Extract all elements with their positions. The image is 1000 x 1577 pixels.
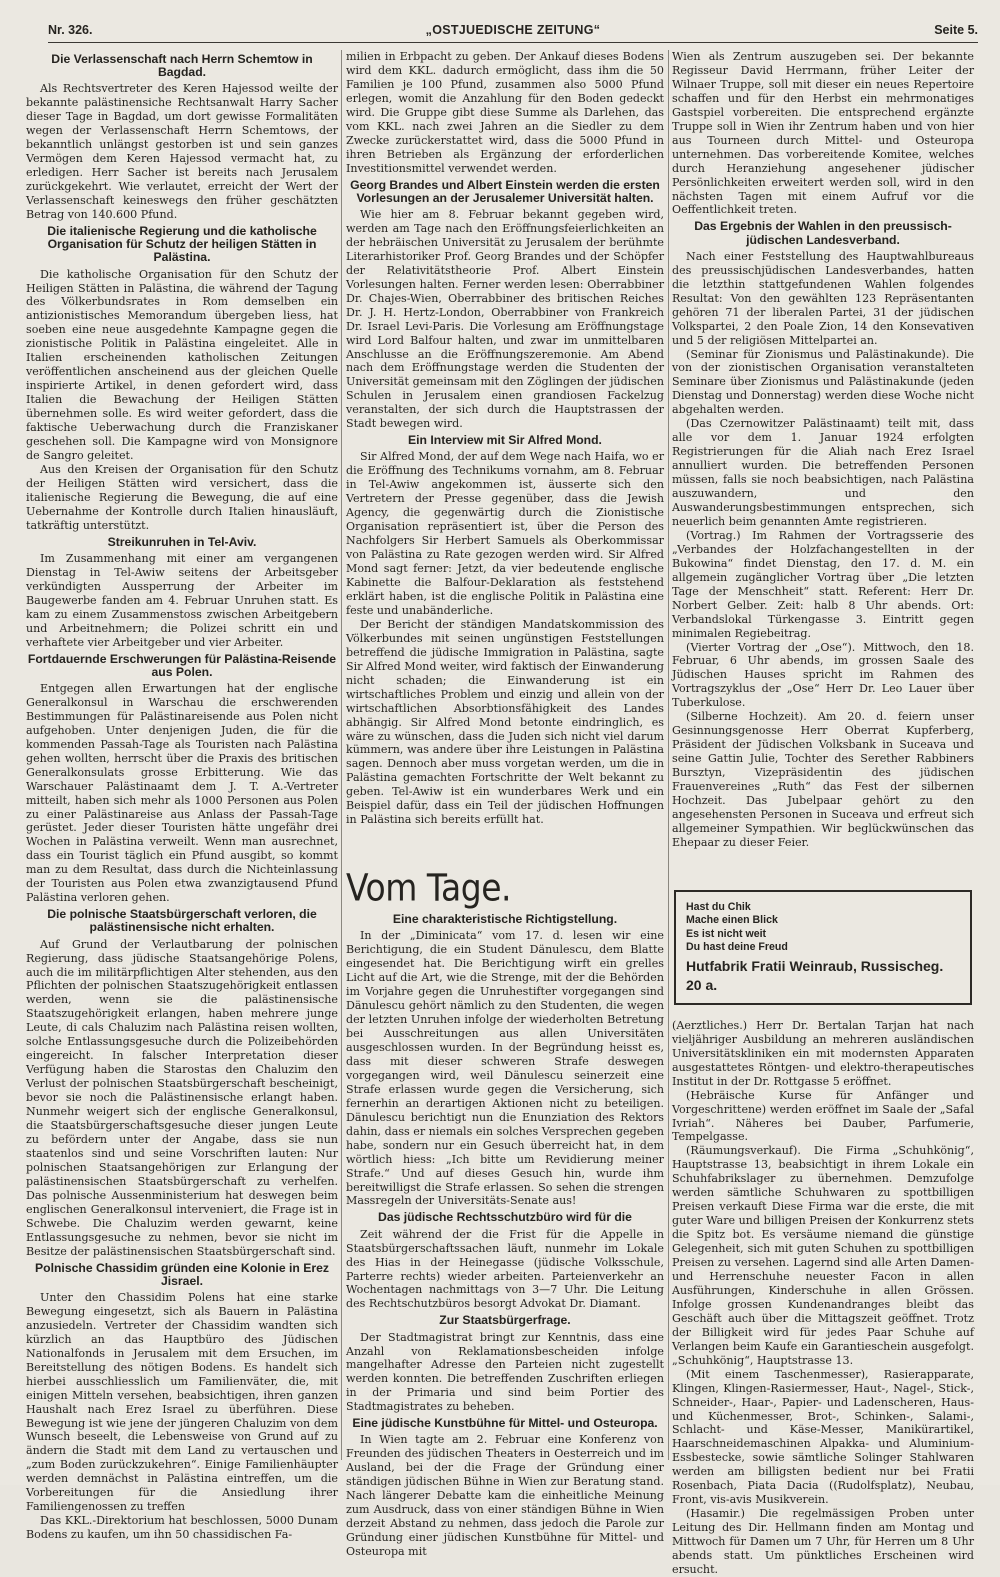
article [26,536,338,650]
article-paragraph: Entgegen allen Erwartungen hat der englische Generalkonsul in Warschau die erschwerenden Bestimmungen für Palästinareisende aus Polen nicht aufgehoben. Unter denjenigen Juden, die für die kommenden Passah-Tage als Touristen nach Palästina gehen wollten, herrscht über die Praxis des britischen Generalkonsulats grosse Erbitterung. Wie das Warschauer Palästinaamt dem J. T. A.-Vertreter mitteilt, haben sich mehr als 1000 Personen aus Polen zu einer Palästinareise aus Anlass der Passah-Tage gerüstet. Jeder dieser Touristen hätte ungefähr drei Wochen in Palästina verweilt. Wenn man ausrechnet, dass ein Tourist täglich ein Pfund ausgibt, so kommt man zu dem Resultat, dass durch die Nichteinlassung der Touristen aus Polen etwa zwanzigtausend Pfund Palästina verloren gehen. [26,681,338,905]
article-title: Georg Brandes und Albert Einstein werden die ersten Vorlesungen an der Jerusalemer Universität halten. [350,177,660,205]
article [346,179,664,432]
article-title: Das jüdische Rechtsschutzbüro wird für die [378,1210,632,1225]
article-paragraph: In Wien tagte am 2. Februar eine Konferenz von Freunden des jüdischen Theaters in Oesterreich und im Ausland, bei der die Frage der Gründung einer ständigen jüdischen Bühne in Wien zur Beratung stand. Nach längerer Debatte kam die einheitliche Meinung zum Ausdruck, dass von einer ständigen Bühne in Wien derzeit Abstand zu nehmen, dass jedoch die Parole zur Gründung einer jüdischen Kunstbühne für Mittel- und Osteuropa mit [346,1433,664,1559]
column-rule [668,50,669,1460]
article [672,50,974,217]
article-title: Das Ergebnis der Wahlen in den preussisch-jüdischen Landesverband. [694,219,952,247]
column-2 [346,50,664,1559]
article-paragraph: Zeit während der die Frist für die Appelle in Staatsbürgerschaftssachen läuft, nunmehr im Lokale des Hias in der Heinegasse (jüdische Volksschule, Parterre rechts) wieder arbeiten. Parteienverkehr an Wochentagen nachmittags von 3—7 Uhr. Die Leitung des Rechtschutzbüros besorgt Advokat Dr. Diamant. [346,1227,664,1311]
article-paragraph: In der „Diminicata“ vom 17. d. lesen wir eine Berichtigung, die ein Student Dänulescu, dem Blatte eingesendet hat. Die Berichtigung wirft ein grelles Licht auf die Art, wie die Strenge, mit der die Behörden im Vorjahre gegen die Unruhestifter vorgegangen sind Dänulescu gehört nämlich zu den Studenten, die wegen der letzten Unruhen infolge der wiederholten Betretung bei Ausschreitungen aus allen Universitäten ausgeschlossen wurden. In der Begründung heisst es, dass mit dieser schweren Strafe deswegen vorgegangen wird, weil Dänulescu seinerzeit eine Strafe erlassen wurde gegen die Versicherung, sich fernerhin an derartigen Aktionen nicht zu beteiligen. Dänulescu berichtigt nun die Enunziation des Rektors dahin, dass er niemals ein solches Versprechen gegeben habe, sondern nur ein Gesuch überreicht hat, in dem wörtlich hiess: „Ich bitte um Revidierung meiner Strafe.“ Und auf dieses Gesuch hin, wurde ihm bereitwilligst die Strafe erlassen. So sehen die strengen Massregeln der Universitäts-Senate aus! [346,929,664,1208]
issue-number: Nr. 326. [48,23,93,37]
column-3-notices [672,1019,974,1577]
ad-line: Mache einen Blick [686,914,778,927]
masthead [48,18,978,43]
article-paragraph: Der Bericht der ständigen Mandatskommission des Völkerbundes mit seinen ungünstigen Feststellungen betreffend die jüdische Immigration in Palästina, sagte Sir Alfred Mond weiter, wird faktisch der Einwanderung nicht schaden; die Einwanderung ist ein wirtschaftliches Problem und einzig und allein von der wirtschaftlichen Absorbtionsfähigkeit des Landes abhängig. Sir Alfred Mond betonte eindringlich, es wäre zu wünschen, dass die Juden sich nicht viel darum kümmern, was andere über ihre Leistungen in Palästina sagen. Dennoch aber muss vorgetan werden, um die in Palästina gemachten Fortschritte der Welt bekannt zu geben. Tel-Awiw ist ein wunderbares Werk und ein Beispiel dafür, dass ein Teil der jüdischen Hoffnungen in Palästina sich bereits erfüllt hat. [346,617,664,827]
article-paragraph: Die katholische Organisation für den Schutz der Heiligen Stätten in Palästina, die während der Tagung des Völkerbundsrates in Rom demselben ein antizionistisches Memorandum übergeben liess, hat soeben eine neue ausgedehnte Kampagne gegen die zionistische Politik in Palästina eingeleitet. Alle in Italien erscheinenden katholischen Zeitungen veröffentlichen anscheinend aus der gleichen Quelle inspirierte Artikel, in denen gefordert wird, dass Italien die Bewachung der Heiligen Stätten übernehmen solle. Es wird weiter gefordert, dass die faktische Ueberwachung durch die Franziskaner geschehen soll. Die Kampagne wird von Monsignore de Sangro geleitet. [26,267,338,462]
article-title: Die polnische Staatsbürgerschaft verloren, die palästinensische nicht erhalten. [47,907,317,935]
ad-line: Hast du Chik [686,900,751,913]
article-title: Eine charakteristische Richtigstellung. [392,912,618,927]
article-title: Fortdauernde Erschwerungen für Palästina-Reisende aus Polen. [27,651,337,679]
newspaper-title: „OSTJUEDISCHE ZEITUNG“ [425,23,601,37]
article-paragraph: Wien als Zentrum auszugeben sei. Der bekannte Regisseur David Herrmann, früher Leiter der Wilnaer Truppe, soll mit dieser ein neues Repertoire schaffen und für den Herbst ein mehrmonatiges Gastspiel vorbereiten. Die entsprechend ergänzte Truppe soll in Wien ihr Zentrum haben und von hier aus Tourneen durch Mittel- und Osteuropa unternehmen. Das vorbereitende Komitee, welches durch Heranziehung angesehener jüdischer Persönlichkeiten erweitert werden soll, wird in den nächsten Tagen mit einem Aufruf vor die Oeffentlichkeit treten. [672,50,974,217]
article [26,53,338,222]
article-paragraph: Unter den Chassidim Polens hat eine starke Bewegung eingesetzt, sich als Bauern in Palästina anzusiedeln. Vertreter der Chassidim wandten sich kürzlich an das Hauptbüro des Jüdischen Nationalfonds in Jerusalem mit dem Ersuchen, im Bereitstellung des nötigen Bodens. Es handelt sich hierbei ausschliesslich um Familienväter, die, mit einigen Mitteln versehen, beabsichtigen, ihren ganzen Haushalt nach Erez Israel zu überführen. Diese Bewegung ist wie jene der jüngeren Chaluzim von dem Wunsch beseelt, die Lebensweise von Grund auf zu ändern die Stadt mit dem Land zu vertauschen und „zum Boden zurückzukehren“. Einige Familienhäupter werden demnächst in Palästina eintreffen, um die Vorbereitungen für die Ansiedlung ihrer Familiengenossen zu treffen [26,1290,338,1514]
article-title: Die italienische Regierung und die katholische Organisation für Schutz der heiligen Stätten in Palästina. [47,223,317,265]
article-paragraph: (Aerztliches.) Herr Dr. Bertalan Tarjan hat nach vieljähriger Ausbildung an mehreren ausländischen Universitätskliniken ein mit modernsten Apparaten ausgestattetes Röntgen- und elektro-therapeutisches Institut in der Dr. Rottgasse 5 eröffnet. [672,1018,974,1088]
column-3 [672,50,974,1576]
article-paragraph: (Vierter Vortrag der „Ose“). Mittwoch, den 18. Februar, 6 Uhr abends, im grossen Saale des Jüdischen Hauses spricht im Rahmen des Vortragszyklus der „Ose“ Herr Dr. Leo Lauer über Tuberkulose. [672,640,974,710]
article-paragraph: Aus den Kreisen der Organisation für den Schutz der Heiligen Stätten wird versichert, dass die italienische Regierung die Bewegung, die auf eine Uebernahme der Kontrolle durch Italien hinausläuft, tatkräftig unterstützt. [26,462,338,532]
article-title: Die Verlassenschaft nach Herrn Schemtow in Bagdad. [51,52,313,80]
column-2-articles [346,50,664,827]
article-paragraph: (Seminar für Zionismus und Palästinakunde). Die von der zionistischen Organisation veranstalteten Seminare über Zionismus und Palästinakunde (jeden Dienstag und Donnerstag) werden diese Woche nicht abgehalten werden. [672,347,974,417]
hat-shop-advertisement [674,890,972,1005]
article-title: Eine jüdische Kunstbühne für Mittel- und Osteuropa. [352,1416,658,1431]
article [346,434,664,827]
article-paragraph: Als Rechtsvertreter des Keren Hajessod weilte der bekannte palästinensiche Rechtsanwalt Harry Sacher dieser Tage in Bagdad, um dort gewisse Formalitäten wegen der Verlassenschaft Herrn Schemtows, der bekanntlich unlängst gestorben ist und sein ganzes Vermögen dem Keren Hajessod vermacht hat, zu erledigen. Herr Sacher ist bereits nach Jerusalem zurückgekehrt. Wie verlautet, erreicht der Wert der Verlassenschaft keineswegs den früher geschätzten Betrag von 140.600 Pfund. [26,82,338,221]
article-paragraph: (Mit einem Taschenmesser), Rasierapparate, Klingen, Klingen-Rasiermesser, Haut-, Nagel-, Stick-, Schneider-, Haar-, Papier- und Ladenscheren, Haus- und Küchenmesser, Brot-, Schinken-, Salami-, Schlacht- und Käse-Messer, Manikürartikel, Haarschneidemaschinen Alpakka- und Aluminium-Essbestecke, sowie sämtliche Solinger Stahlwaren werden am billigsten bedient nur bei Fratii Rosenbach, Piata Dacia ((Rudolfsplatz), Neubau, Front, vis-avis Musikverein. [672,1367,974,1507]
article-title: Streikunruhen in Tel-Aviv. [107,534,257,549]
article [26,1262,338,1543]
ad-address: Hutfabrik Fratii Weinraub, Russischeg. 20 a. [686,957,944,993]
article-title: Polnische Chassidim gründen eine Kolonie in Erez Jisrael. [35,1260,329,1288]
article-paragraph: (Das Czernowitzer Palästinaamt) teilt mit, dass alle vor dem 1. Januar 1924 erfolgten Registrierungen für die Aliah nach Erez Israel annulliert wurden. Die betreffenden Personen müssen, falls sie noch beabsichtigen, nach Palästina auszuwandern, und den Auswanderungsbestimmungen entsprechen, sich neuerlich beim genannten Amte registrieren. [672,417,974,528]
column-3-articles [672,50,974,850]
page-number: Seite 5. [934,23,978,37]
article-paragraph: Wie hier am 8. Februar bekannt gegeben wird, werden am Tage nach den Eröffnungsfeierlichkeiten an der hebräischen Universität zu Jerusalem der berühmte Literarhistoriker Prof. Georg Brandes und der Schöpfer der Relativitätstheorie Prof. Albert Einstein Vorlesungen halten. Ferner werden lesen: Oberrabbiner Dr. Chajes-Wien, Oberrabbiner des britischen Reiches Dr. J. H. Hertz-London, Oberrabbiner von Frankreich Dr. Israel Levi-Paris. Die Vorlesung am Eröffnungstage wird Lord Balfour halten, und zwar im unmittelbaren Anschlusse an die Eröffnungszeremonie. Am Abend nach dem Eröffnungstage werden die Studenten der Universität gemeinsam mit den Zöglingen der jüdischen Schulen in Jerusalem einen grandiosen Fackelzug veranstalten, der sich durch die Hauptstrassen der Stadt bewegen wird. [346,207,664,431]
article-paragraph: Sir Alfred Mond, der auf dem Wege nach Haifa, wo er die Eröffnung des Technikums vornahm, am 8. Februar in Tel-Awiw angekommen ist, äusserte sich den Vertretern der Presse gegenüber, dass die Jewish Agency, die gegenwärtig durch die Zionistische Organisation repräsentiert ist, über die Person des Nachfolgers Sir Herbert Samuels als Oberkommissar von Palästina zu Rate gezogen werden wird. Sir Alfred Mond sagt ferner: Jetzt, da vier bedeutende englische Kabinette die Balfour-Deklaration als feststehend erklärt haben, ist die englische Politik in Palästina eine feste und unabänderliche. [346,450,664,617]
column-1 [26,50,338,1542]
article [346,50,664,176]
ad-line: Es ist nicht weit [686,927,767,940]
article-paragraph: Auf Grund der Verlautbarung der polnischen Regierung, dass jüdische Staatsangehörige Polens, auch die im militärpflichtigen Alter stehenden, aus den Pflichten der polnischen Staatszugehörigkeit entlassen werden, wenn sie die palästinensische Staatszugehörigkeit erlangen, haben mehrere junge Leute, di cals Chaluzim nach Palästina reisen wollten, solche Entlassungsgesuche durch die Polizeibehörden eingereicht. In falscher Interpretation dieser Verfügung haben die Starostas den Chaluzim den Verlust der polnischen Staatsbürgerschaft bescheinigt, bevor sie noch die Palästinensische erlangt haben. Nunmehr weigert sich der englische Generalkonsul, die Staatsbürgerschaftsgesuche dieser jungen Leute zu befördern unter der Angabe, dass sie nun staatenlos sind und seine Vorschriften lauten: Nur polnischen Staatsangehörigen zur Erlangung der palästinensischen Staatsbürgerschaft zu verhelfen. Das polnische Aussenministerium hat deswegen beim englischen Generalkonsul interveniert, die Frage ist in Schwebe. Die Chaluzim werden gewarnt, keine Entlassungsgesuche zu nehmen, bevor sie nicht im Besitze der palästinensischen Staatsbürgerschaft sind. [26,937,338,1258]
article-paragraph: (Vortrag.) Im Rahmen der Vortragsserie des „Verbandes der Holzfachangestellten in der Bukowina“ findet Dienstag, den 17. d. M. ein allgemein zugänglicher Vortrag über „Die letzten Tage der Menschheit“ statt. Referent: Herr Dr. Norbert Gelber. Zeit: halb 8 Uhr abends. Ort: Verbandslokal Türkengasse 3. Eintritt gegen minimalen Regiebeitrag. [672,528,974,640]
article-paragraph: Nach einer Feststellung des Hauptwahlbureaus des preussischjüdischen Landesverbandes, hatten die letzthin stattgefundenen Wahlen folgendes Resultat: Von den gewählten 123 Repräsentanten gehören 71 der liberalen Partei, 31 der jüdischen Volkspartei, 2 den Poale Zion, 14 den Konsevativen und 5 der religiösen Mittelpartei an. [672,249,974,347]
column-2-news-items [346,913,664,1559]
article-paragraph: (Räumungsverkauf). Die Firma „Schuhkönig“, Hauptstrasse 13, beabsichtigt in ihrem Lokale ein Schuhfabrikslager zu übernehmen. Demzufolge werden sämtliche Schuhwaren zu spottbilligen Preisen verkauft Diese Firma war die erste, die mit guter Ware und billigen Preisen der Konkurrenz stets die Spitz bot. Es versäume niemand die günstige Gelegenheit, sich mit guten Schuhen zu spottbilligen Preisen zu versehen. Lagernd sind alle Arten Damen- und Herrenschuhe neuester Facon in allen Ausführungen, Kinderschuhe in allen Grössen. Infolge grossen Kundenandranges bleibt das Geschäft auch über die Mittagszeit geöffnet. Trotz der Billigkeit wird für jedes Paar Schuhe auf Verlangen beim Kaufe ein Garantieschein ausgefolgt. „Schuhkönig“, Hauptstrasse 13. [672,1144,974,1367]
article [26,225,338,533]
article-paragraph: Im Zusammenhang mit einer am vergangenen Dienstag in Tel-Awiw seitens der Arbeitsgeber verkündigten Aussperrung der Arbeiter im Baugewerbe fanden am 4. Februar Unruhen statt. Es kam zu einem Zusammenstoss zwischen Arbeitgebern und Arbeitnehmern; die Polizei schritt ein und verhaftete vier Arbeitgeber und vier Arbeiter. [26,551,338,649]
article [26,653,338,906]
article-title: Zur Staatsbürgerfrage. [439,1313,571,1328]
ad-line: Du hast deine Freud [686,941,788,954]
article-paragraph: (Hasamir.) Die regelmässigen Proben unter Leitung des Dir. Hellmann finden am Montag und Mittwoch für Damen um 7 Uhr, für Herren um 8 Uhr abends statt. Um pünktliches Erscheinen wird ersucht. [672,1507,974,1576]
article-paragraph: milien in Erbpacht zu geben. Der Ankauf dieses Bodens wird dem KKL. dadurch ermöglicht, dass ihm die 50 Familien je 100 Pfund, zusammen also 5000 Pfund erlegen, womit die Anzahlung für den Boden gedeckt wird. Die Gruppe gibt diese Summe als Darlehen, das vom KKL. nach zwei Jahren an die Siedler zu dem Zwecke zurückerstattet wird, dass die 5000 Pfund in ihren Betrieben als Ergänzung der erforderlichen Investitionsmittel verwendet werden. [346,50,664,175]
article [346,1314,664,1414]
article [672,1019,974,1577]
article [346,1417,664,1559]
column-rule [341,50,342,1460]
article-paragraph: Der Stadtmagistrat bringt zur Kenntnis, dass eine Anzahl von Reklamationsbescheiden infolge mangelhafter Adresse den Parteien nicht zugestellt werden konnten. Die betreffenden Zuschriften erliegen in der Primaria und sind beim Portier des Stadtmagistrates zu beheben. [346,1330,664,1414]
article-paragraph: (Silberne Hochzeit). Am 20. d. feiern unser Gesinnungsgenosse Herr Oberrat Kupferberg, Präsident der Jüdischen Volksbank in Suceava und seine Gattin Julie, Tochter des Serether Rabbiners Bursztyn, Vizepräsidentin des jüdischen Frauenvereines „Ruth“ das Fest der silbernen Hochzeit. Das Jubelpaar gehört zu den angesehensten Personen in Suceava und erfreut sich allgemeiner Sympathien. Wir beglückwünschen das Ehepaar zu dieser Feier. [672,710,974,849]
section-heading-vom-tage: Vom Tage. [346,866,511,910]
article-paragraph: Das KKL.-Direktorium hat beschlossen, 5000 Dunam Bodens zu kaufen, um ihn 50 chassidischen Fa- [26,1514,338,1542]
article [672,220,974,849]
article [26,908,338,1258]
article-paragraph: (Hebräische Kurse für Anfänger und Vorgeschrittene) werden eröffnet im Saale der „Safal Ivriah“. Näheres bei Dauber, Parfumerie, Tempelgasse. [672,1088,974,1144]
article [346,1211,664,1311]
article-title: Ein Interview mit Sir Alfred Mond. [408,433,602,448]
article [346,913,664,1208]
